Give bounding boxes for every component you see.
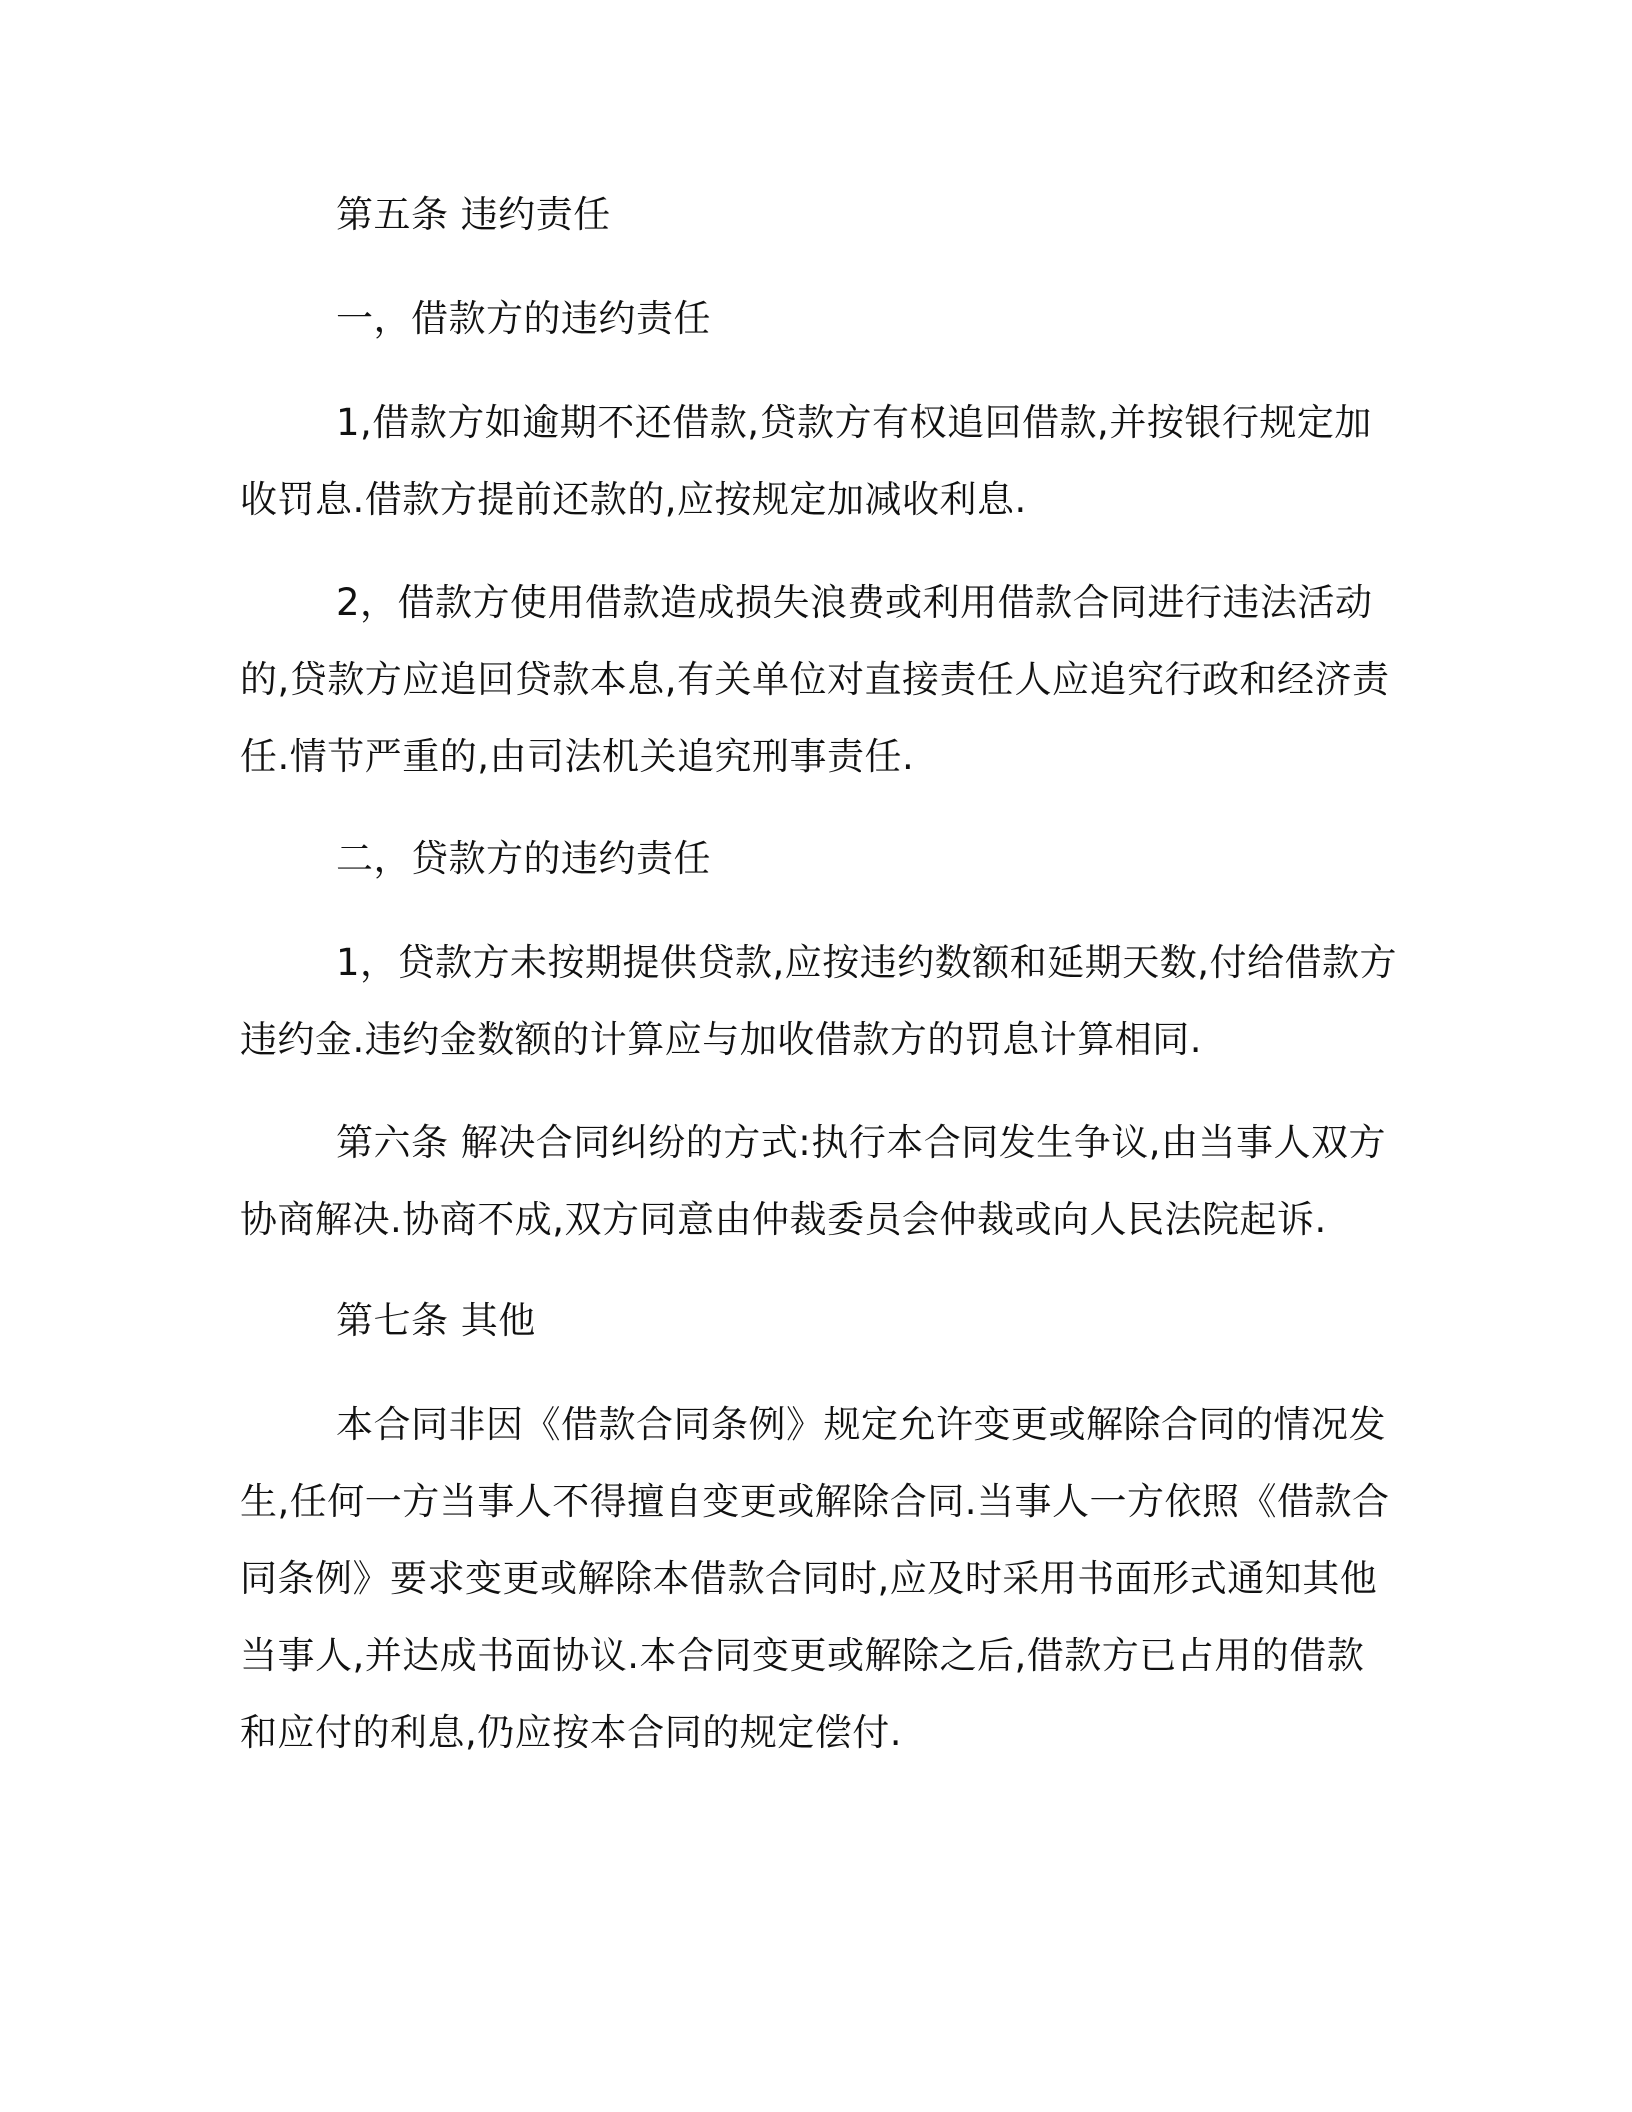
- text-line: 当事人,并达成书面协议.本合同变更或解除之后,借款方已占用的借款: [240, 1634, 1365, 1677]
- article-7-heading: [240, 1282, 1376, 1359]
- paragraph-contract-changes: [240, 1386, 1390, 1771]
- heading-line: 第七条 其他: [336, 1299, 536, 1342]
- text-line: 协商解决.协商不成,双方同意由仲裁委员会仲裁或向人民法院起诉.: [240, 1198, 1327, 1241]
- section-2-heading: [240, 820, 1376, 897]
- text-line: 第六条 解决合同纠纷的方式:执行本合同发生争议,由当事人双方: [336, 1121, 1386, 1164]
- text-line: 2，借款方使用借款造成损失浪费或利用借款合同进行违法活动: [336, 581, 1373, 624]
- paragraph-borrower-misuse: [240, 564, 1390, 795]
- text-line: 任.情节严重的,由司法机关追究刑事责任.: [240, 735, 915, 778]
- paragraph-borrower-overdue: [240, 384, 1376, 538]
- article-5-heading: [240, 176, 1376, 253]
- heading-line: 第五条 违约责任: [336, 193, 611, 236]
- text-line: 和应付的利息,仍应按本合同的规定偿付.: [240, 1711, 903, 1754]
- text-line: 同条例》要求变更或解除本借款合同时,应及时采用书面形式通知其他: [240, 1557, 1378, 1600]
- text-line: 1，贷款方未按期提供贷款,应按违约数额和延期天数,付给借款方: [336, 941, 1398, 984]
- text-line: 收罚息.借款方提前还款的,应按规定加减收利息.: [240, 478, 1027, 521]
- section-1-heading: [240, 280, 1376, 357]
- text-line: 违约金.违约金数额的计算应与加收借款方的罚息计算相同.: [240, 1018, 1203, 1061]
- paragraph-lender-liability: [240, 924, 1398, 1078]
- article-6-dispute-resolution: [240, 1104, 1386, 1258]
- text-line: 本合同非因《借款合同条例》规定允许变更或解除合同的情况发: [336, 1403, 1386, 1446]
- heading-line: 二，贷款方的违约责任: [336, 837, 711, 880]
- text-line: 1,借款方如逾期不还借款,贷款方有权追回借款,并按银行规定加: [336, 401, 1372, 444]
- heading-line: 一，借款方的违约责任: [336, 297, 711, 340]
- text-line: 的,贷款方应追回贷款本息,有关单位对直接责任人应追究行政和经济责: [240, 658, 1390, 701]
- text-line: 生,任何一方当事人不得擅自变更或解除合同.当事人一方依照《借款合: [240, 1480, 1390, 1523]
